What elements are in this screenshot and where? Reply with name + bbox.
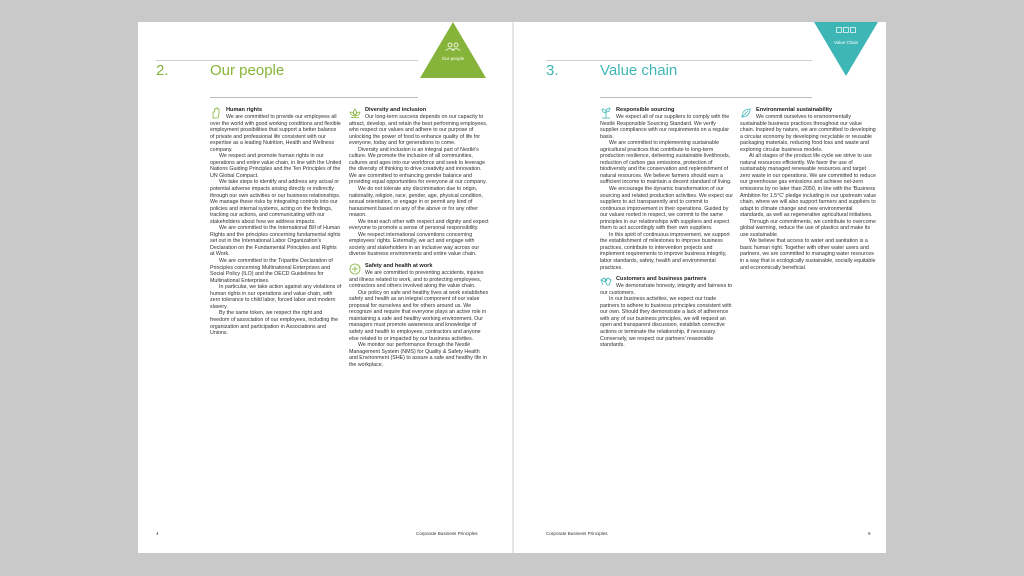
customers-section: [600, 276, 735, 348]
sourcing-section: [600, 107, 735, 271]
page-right: [514, 22, 886, 553]
human-rights-section: [210, 107, 342, 337]
paragraph: We demonstrate honesty, integrity and fairness to our customers.: [600, 283, 733, 296]
paragraph: At all stages of the product life cycle we strive to use natural resources efficiently. We favor the use of sustainably managed renewable resources and target zero waste in our operations. We are committed to reduce our greenhouse gas emissions and achieve net-zero emissions by no later than 2050, in line with the 'Business Ambition for 1.5°C' pledge including in our upstream value chain, where we will also support farmers and suppliers to adapt to climate change and new environmental standards, as well as regenerative agricultural initiatives.: [740, 153, 877, 219]
diversity-section: [349, 107, 489, 258]
section-heading: Environmental sustainability: [756, 107, 833, 113]
paragraph: In this spirit of continuous improvement, we support the establishment of milestones to improve business practices, contribute to intervention projects and implement requirements to improve business integrity, labor standards, safety, health and environmental practices.: [600, 231, 730, 271]
paragraph: We treat each other with respect and dignity and expect everyone to promote a sense of personal responsibility.: [349, 218, 489, 232]
footer-title: Corporate Business Principles: [416, 531, 478, 536]
plant-icon: [600, 107, 612, 119]
paragraph: We encourage the dynamic transformation of our sourcing and related production activities. We expect our suppliers to act transparently and to commit to continuous improvement in their operations. Guided by our values rooted in respect, we commit to the same principles in our relationships with suppliers and expect them to act accordingly with their own suppliers.: [600, 186, 733, 232]
section-number: 3.: [546, 62, 559, 79]
paragraph: Our long-term success depends on our capacity to attract, develop, and retain the best performing employees, who respect our values and adhere to our purpose of unlocking the power of food to enhance quality of life for everyone, today and for generations to come.: [349, 114, 488, 147]
paragraph: We are committed to the Tripartite Declaration of Principles concerning Multinational Enterprises and Social Policy (ILO) and the OECD Guidelines for Multinational Enterprises.: [210, 258, 333, 284]
paragraph: We respect and promote human rights in our operations and entire value chain, in line with the United Nations Guiding Principles and the Ten Principles of the UN Global Compact.: [210, 153, 342, 179]
top-rule: [156, 60, 418, 61]
plus-circle-icon: [349, 263, 361, 275]
section-heading: Human rights: [226, 107, 263, 113]
section-heading: Diversity and inclusion: [365, 107, 427, 113]
section-rule: [210, 97, 418, 98]
paragraph: Diversity and inclusion is an integral part of Nestlé's culture. We promote the inclusion of all communities, cultures and ages into our workforce and seek to leverage the diversity of thinking to drive creativity and innovation. We are committed to enhancing gender balance and providing equal opportunities for everyone at our company.: [349, 146, 487, 186]
paragraph: We commit ourselves to environmentally sustainable business practices throughout our value chain. Inspired by nature, we are committed to developing a circular economy by developing recyclable or reusable packaging materials, reducing food loss and waste and exploring circular business models.: [740, 114, 876, 153]
page-number: 5: [868, 531, 871, 536]
paragraph: We are committed to provide our employees all over the world with good working conditions and flexible employment possibilities that support a better balance of private and professional life consistent with our expertise as a leading Nutrition, Health and Wellness company.: [210, 114, 341, 153]
paragraph: We are committed to preventing accidents, injuries and illness related to work, and to protecting employees, contractors and others involved along the value chain.: [349, 270, 484, 290]
section-rule: [600, 97, 812, 98]
people-icon: [445, 42, 461, 52]
section-title: Our people: [210, 62, 285, 79]
paragraph: We are committed to implementing sustainable agricultural practices that contribute to long-term production resilience, delivering sustainable livelihoods, reduction of carbon gas emissions, protection of biodiversity and the conservation and replenishment of natural resources. We believe farmers should earn a sufficient income to maintain a decent standard of living.: [600, 140, 732, 186]
footer-title: Corporate Business Principles: [546, 531, 608, 536]
section-heading: Customers and business partners: [616, 276, 707, 283]
safety-section: [349, 263, 489, 368]
section-heading: Safety and health at work: [365, 263, 433, 270]
right-column-2: [740, 106, 877, 275]
lotus-icon: [349, 107, 361, 119]
left-column-1: [210, 106, 342, 341]
paragraph: By the same token, we respect the right and freedom of association of our employees, including the organization and participation in Associations and Unions.: [210, 310, 339, 337]
paragraph: We do not tolerate any discrimination due to origin, nationality, religion, race, gender, age, physical condition, sexual orientation, or engage in or permit any kind of harassment based on any of the above or for any other reason.: [349, 186, 483, 219]
section-number: 2.: [156, 62, 169, 79]
top-rule: [546, 60, 812, 61]
left-column-2: [349, 106, 489, 372]
page-left: [138, 22, 512, 553]
paragraph: We monitor our performance through the Nestlé Management System (NMS) for Quality & Safety Health and Environment (SHE) to assure a safe and healthy life in the workplace.: [349, 342, 487, 368]
section-title: Value chain: [600, 62, 678, 79]
paragraph: We are committed to the International Bill of Human Rights and the principles concerning fundamental rights set out in the International Labor Organization's Declaration on the Fundamental Principles and Rights at Work.: [210, 225, 341, 258]
paragraph: In our business activities, we expect our trade partners to adhere to business principles consistent with our own. Should they demonstrate a lack of adherence with any of our business principles, we will request an open and transparent discussion, establish corrective actions or terminate the relationship, if necessary. Conversely, we respect our partners' reasonable standards.: [600, 296, 732, 349]
section-heading: Responsible sourcing: [616, 107, 675, 113]
paragraph: We believe that access to water and sanitation is a basic human right. Together with other water users and partners, we are committed to managing water resources in a way that is ecologically sustainable, socially equitable and economically beneficial.: [740, 238, 876, 271]
value-chain-icon: [836, 27, 856, 34]
handshake-icon: [600, 276, 612, 288]
right-column-1: [600, 106, 735, 353]
leaf-water-icon: [740, 107, 752, 119]
paragraph: Our policy on safe and healthy lives at work establishes safety and health as an integral component of our value proposal for ourselves and for others around us. We recognize and require that everyone plays an active role in maintaining a safe and healthy working environment. Our managers must promote awareness and knowledge of safety and health to employees, contractors and anyone else related to or impacted by our business activities.: [349, 289, 489, 342]
paragraph: Through our commitments, we contribute to overcome global warming, reduce the use of plastics and make its use sustainable.: [740, 218, 876, 238]
badge-label: Our people: [441, 56, 465, 61]
raised-hand-icon: [210, 107, 222, 119]
paragraph: In particular, we take action against any violations of human rights in our operations and value chain, with zero tolerance to child labor, forced labor and modern slavery.: [210, 284, 342, 310]
badge-label: Value Chain: [833, 40, 859, 45]
paragraph: We respect international conventions concerning employees' rights. Externally, we act and engage with society and stakeholders in an inclusive way across our diverse business environments and entire value chain.: [349, 231, 480, 258]
environment-section: [740, 107, 877, 271]
paragraph: We take steps to identify and address any actual or potential adverse impacts arising directly or indirectly through our own activities or our business relationships. We manage these risks by integrating controls into our policies and internal systems, acting on the findings, tracking our actions, and communicating with our stakeholders about how we address impacts.: [210, 179, 341, 225]
paragraph: We expect all of our suppliers to comply with the Nestlé Responsible Sourcing Standard. We verify supplier compliance with our requirements on a regular basis.: [600, 114, 730, 140]
page-number: 4: [156, 531, 159, 536]
